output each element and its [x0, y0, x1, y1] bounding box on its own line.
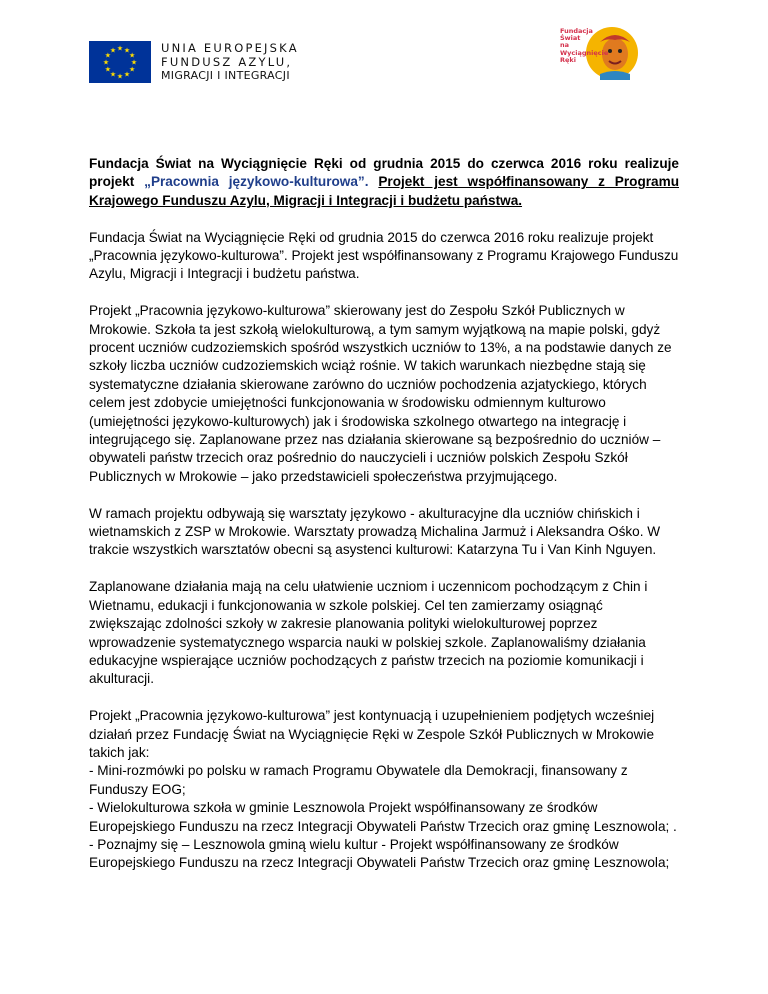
list-item: - Poznajmy się – Lesznowola gminą wielu kultur - Projekt współfinansowany ze środków Europejskiego Funduszu na rzecz Integracji Obywateli Państw Trzecich oraz gminę Lesznowola; [89, 836, 670, 871]
intro-paragraph [89, 155, 679, 210]
eu-logo-line1: UNIA EUROPEJSKA [161, 41, 299, 55]
eu-star-icon: ★ [102, 59, 110, 67]
eu-star-icon: ★ [128, 52, 136, 60]
eu-star-icon: ★ [128, 66, 136, 74]
eu-logo-text [161, 41, 299, 83]
foundation-logo-text [560, 28, 608, 64]
eu-star-icon: ★ [116, 45, 124, 53]
foundation-logo-line: Ręki [560, 55, 576, 64]
foundation-logo-line: na [560, 41, 570, 50]
eu-star-icon: ★ [104, 66, 112, 74]
list-item: - Mini-rozmówki po polsku w ramach Programu Obywatele dla Demokracji, finansowany z Funduszy EOG; [89, 763, 628, 797]
eu-star-icon: ★ [123, 47, 131, 55]
eu-logo [89, 41, 299, 83]
final-section-intro: Projekt „Pracownia językowo-kulturowa” jest kontynuacją i uzupełnieniem podjętych wcześniej działań przez Fundację Świat na Wyciągnięcie Ręki w Zespole Szkół Publicznych w Mrokowie takich jak: [89, 708, 655, 760]
eu-star-icon: ★ [123, 71, 131, 79]
foundation-logo [560, 24, 638, 80]
final-section [89, 707, 679, 873]
eu-star-icon: ★ [109, 47, 117, 55]
eu-star-icon: ★ [116, 73, 124, 81]
foundation-logo-line: Fundacja [560, 27, 593, 35]
document-body [89, 155, 679, 873]
eu-star-icon: ★ [130, 59, 138, 67]
foundation-logo-line: Wyciągnięcie [560, 48, 609, 57]
paragraph-3: W ramach projektu odbywają się warsztaty językowo - akulturacyjne dla uczniów chińskich i wietnamskich z ZSP w Mrokowie. Warsztaty prowadzą Michalina Jarmuż i Aleksandra Ośko. W trakcie wszystkich warsztatów obecni są asystenci kulturowi: Katarzyna Tu i Van Kinh Nguyen. [89, 505, 661, 558]
eu-logo-line3: MIGRACJI I INTEGRACJI [161, 69, 290, 82]
eu-star-icon: ★ [109, 71, 117, 79]
eu-flag-icon [89, 41, 151, 83]
eu-logo-line2: FUNDUSZ AZYLU, [161, 55, 293, 69]
project-name: „Pracownia językowo-kulturowa”. [144, 174, 369, 190]
paragraph-1: Fundacja Świat na Wyciągnięcie Ręki od grudnia 2015 do czerwca 2016 roku realizuje projekt „Pracownia językowo-kulturowa”. Projekt jest współfinansowany z Programu Krajowego Funduszu Azylu, Migracji i Integracji i budżetu państwa. [89, 229, 679, 282]
paragraph-2: Projekt „Pracownia językowo-kulturowa” skierowany jest do Zespołu Szkół Publicznych w Mrokowie. Szkoła ta jest szkołą wielokulturową, a tym samym wyjątkową na mapie polski, gdyż procent uczniów cudzoziemskich spośród wszystkich uczniów to 13%, a na podstawie danych ze szkoły liczba uczniów cudzoziemskich wciąż rośnie. W takich warunkach niezbędne stają się systematyczne działania skierowane zarówno do uczniów pochodzenia azjatyckiego, których celem jest zdobycie umiejętności funkcjonowania w środowisku odmiennym kulturowo (umiejętności językowo-kulturowych) jak i środowiska szkolnego otwartego na integrację i integrującego się. Zaplanowane przez nas działania skierowane są bezpośrednio do uczniów – obywateli państw trzecich oraz pośrednio do nauczycieli i uczniów polskich Zespołu Szkół Publicznych w Mrokowie – jako przedstawicieli społeczeństwa przyjmującego. [89, 303, 672, 484]
paragraph-4: Zaplanowane działania mają na celu ułatwienie uczniom i uczennicom pochodzącym z Chin i Wietnamu, edukacji i funkcjonowania w szkole polskiej. Cel ten zamierzamy osiągnąć zwiększając zdolności szkoły w zakresie planowania polityki wielokulturowej poprzez wprowadzenie systematycznego wsparcia nauki w polskiej szkole. Zaplanowaliśmy działania edukacyjne wspierające uczniów pochodzących z państw trzecich na poziomie komunikacji i akulturacji. [89, 579, 648, 687]
intro-bold-part1: Fundacja Świat na Wyciągnięcie Ręki od grudnia 2015 do czerwca 2016 roku realizuje projekt [89, 156, 679, 190]
list-item: - Wielokulturowa szkoła w gminie Lesznowola Projekt współfinansowany ze środków Europejskiego Funduszu na rzecz Integracji Obywateli Państw Trzecich oraz gminę Lesznowola; . [89, 800, 677, 834]
eu-star-icon: ★ [104, 52, 112, 60]
foundation-logo-line: Świat [560, 34, 581, 43]
intro-bold-part2: Projekt jest współfinansowany z Programu Krajowego Funduszu Azylu, Migracji i Integracji i budżetu państwa. [89, 174, 679, 208]
